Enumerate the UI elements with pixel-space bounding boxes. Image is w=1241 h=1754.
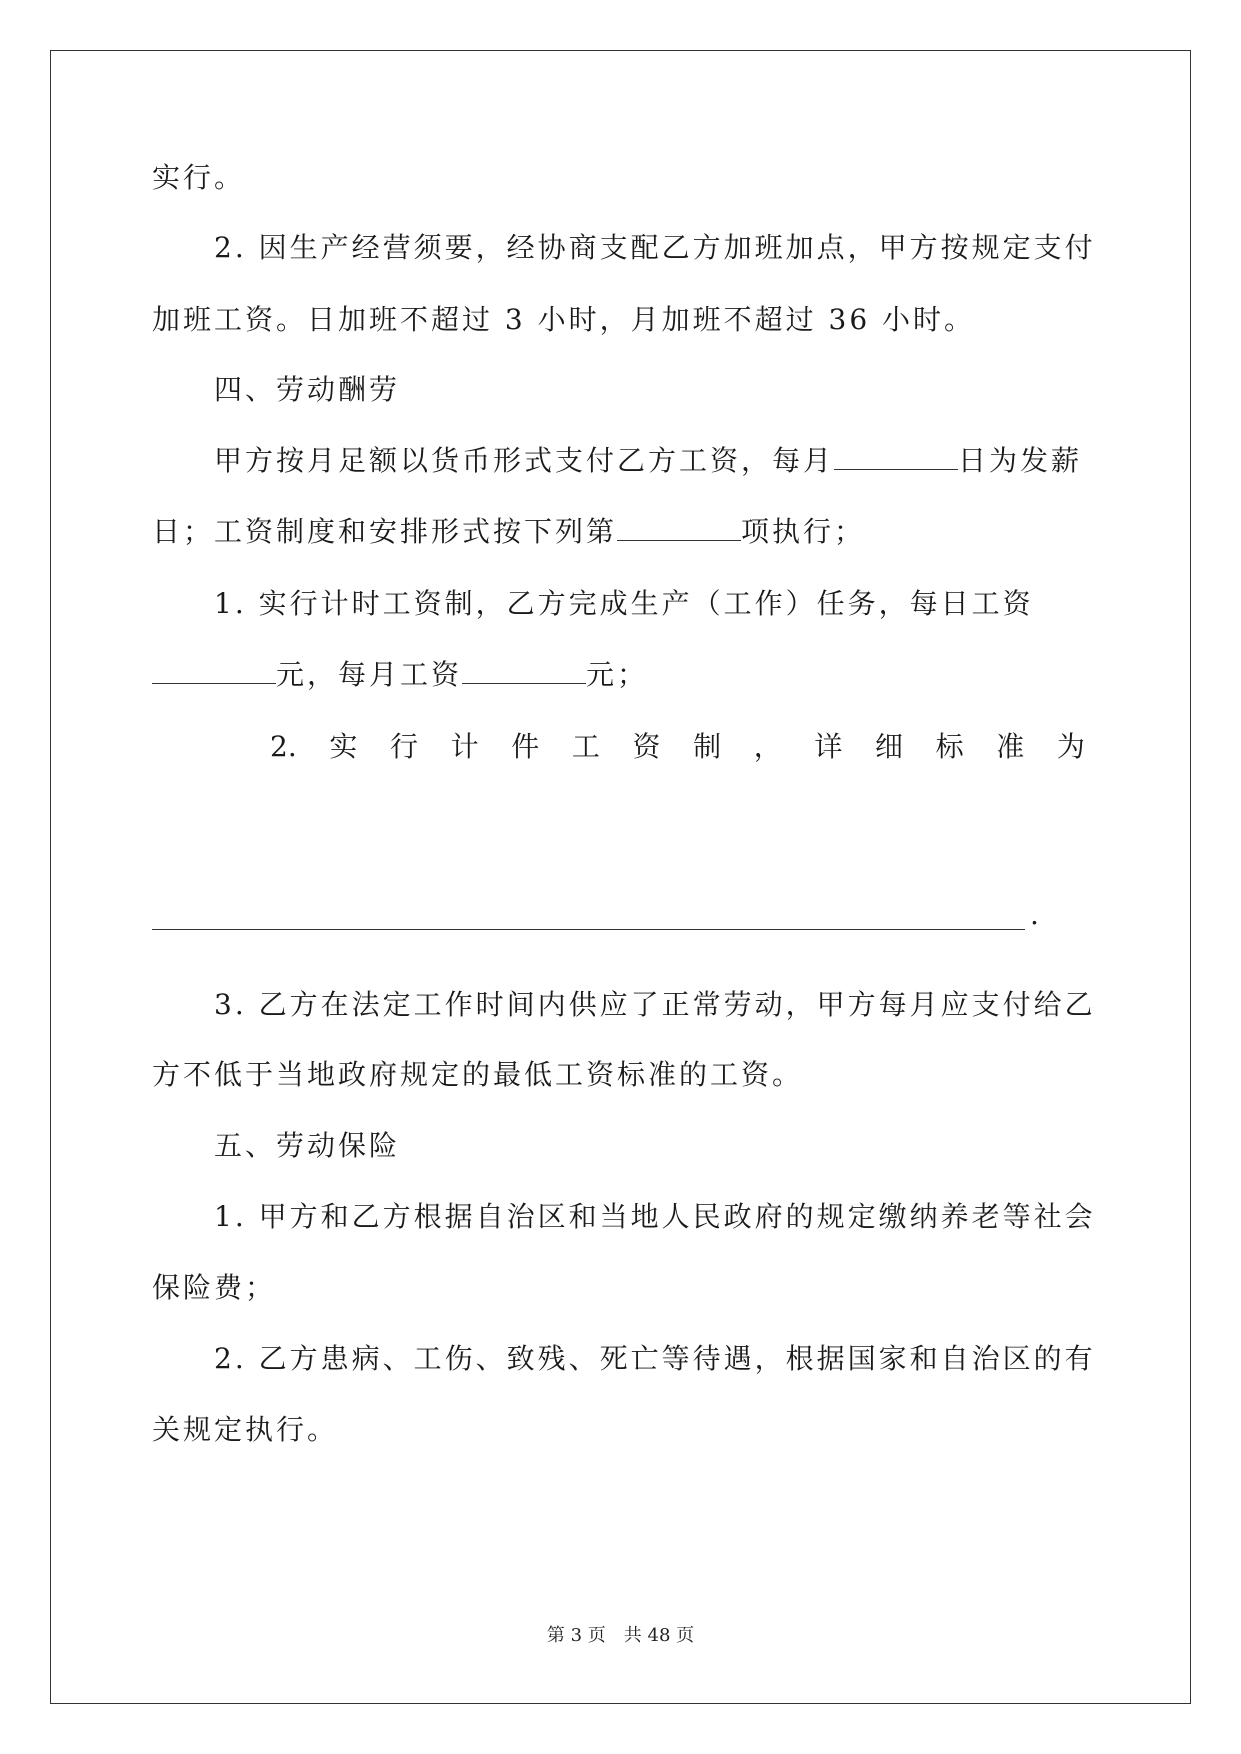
spaced-char: 标 [935, 730, 964, 763]
fill-in-blank [834, 441, 958, 470]
spaced-paragraph-line [270, 727, 1085, 767]
page-footer [0, 1624, 1241, 1648]
total-pages: 共 48 页 [623, 1625, 695, 1646]
paragraph-line: 2. 因生产经营须要，经协商支配乙方加班加点，甲方按规定支付 [214, 231, 1096, 264]
text-segment: 项执行； [741, 515, 866, 548]
text-segment: 元，每月工资 [276, 658, 463, 691]
long-fill-in-blank [152, 929, 1025, 930]
paragraph-line: 实行。 [152, 161, 246, 194]
paragraph-line: 加班工资。日加班不超过 3 小时，月加班不超过 36 小时。 [152, 303, 976, 336]
paragraph-line: 方不低于当地政府规定的最低工资标准的工资。 [152, 1058, 804, 1091]
spaced-char: 细 [874, 730, 903, 763]
spaced-char: 实 [329, 730, 358, 763]
text-segment: 元； [586, 658, 649, 691]
paragraph-line: 2. 乙方患病、工伤、致残、死亡等待遇，根据国家和自治区的有 [214, 1342, 1096, 1375]
fill-in-blank [462, 655, 586, 684]
text-segment: 甲方按月足额以货币形式支付乙方工资，每月 [214, 444, 835, 477]
paragraph-line: 保险费； [152, 1271, 277, 1304]
paragraph-line: 3. 乙方在法定工作时间内供应了正常劳动，甲方每月应支付给乙 [214, 988, 1096, 1021]
fill-in-blank [617, 512, 741, 541]
spaced-char: 件 [511, 730, 540, 763]
spaced-char: 计 [450, 730, 479, 763]
text-segment: 日；工资制度和安排形式按下列第 [152, 515, 618, 548]
spaced-char: 制 [693, 730, 722, 763]
period-mark: . [1030, 898, 1039, 931]
spaced-char: 2. [270, 730, 297, 763]
spaced-char: 工 [571, 730, 600, 763]
spaced-char: 行 [389, 730, 418, 763]
paragraph-line [152, 655, 1087, 695]
section-heading: 五、劳动保险 [214, 1129, 401, 1162]
paragraph-line [214, 441, 1149, 481]
spaced-char: 为 [1056, 730, 1085, 763]
paragraph-line: 1. 甲方和乙方根据自治区和当地人民政府的规定缴纳养老等社会 [214, 1200, 1096, 1233]
paragraph-line: 1. 实行计时工资制，乙方完成生产（工作）任务，每日工资 [214, 587, 1034, 620]
page-number: 第 3 页 [546, 1625, 606, 1646]
text-segment: 日为发薪 [958, 444, 1083, 477]
spaced-char: 准 [996, 730, 1025, 763]
spaced-char: 详 [814, 730, 843, 763]
section-heading: 四、劳动酬劳 [214, 373, 401, 406]
spaced-char: 资 [632, 730, 661, 763]
fill-in-blank [152, 655, 276, 684]
paragraph-line: 关规定执行。 [152, 1413, 339, 1446]
page-border [50, 50, 1191, 1704]
spaced-char: ， [753, 730, 782, 763]
paragraph-line [152, 512, 1087, 552]
